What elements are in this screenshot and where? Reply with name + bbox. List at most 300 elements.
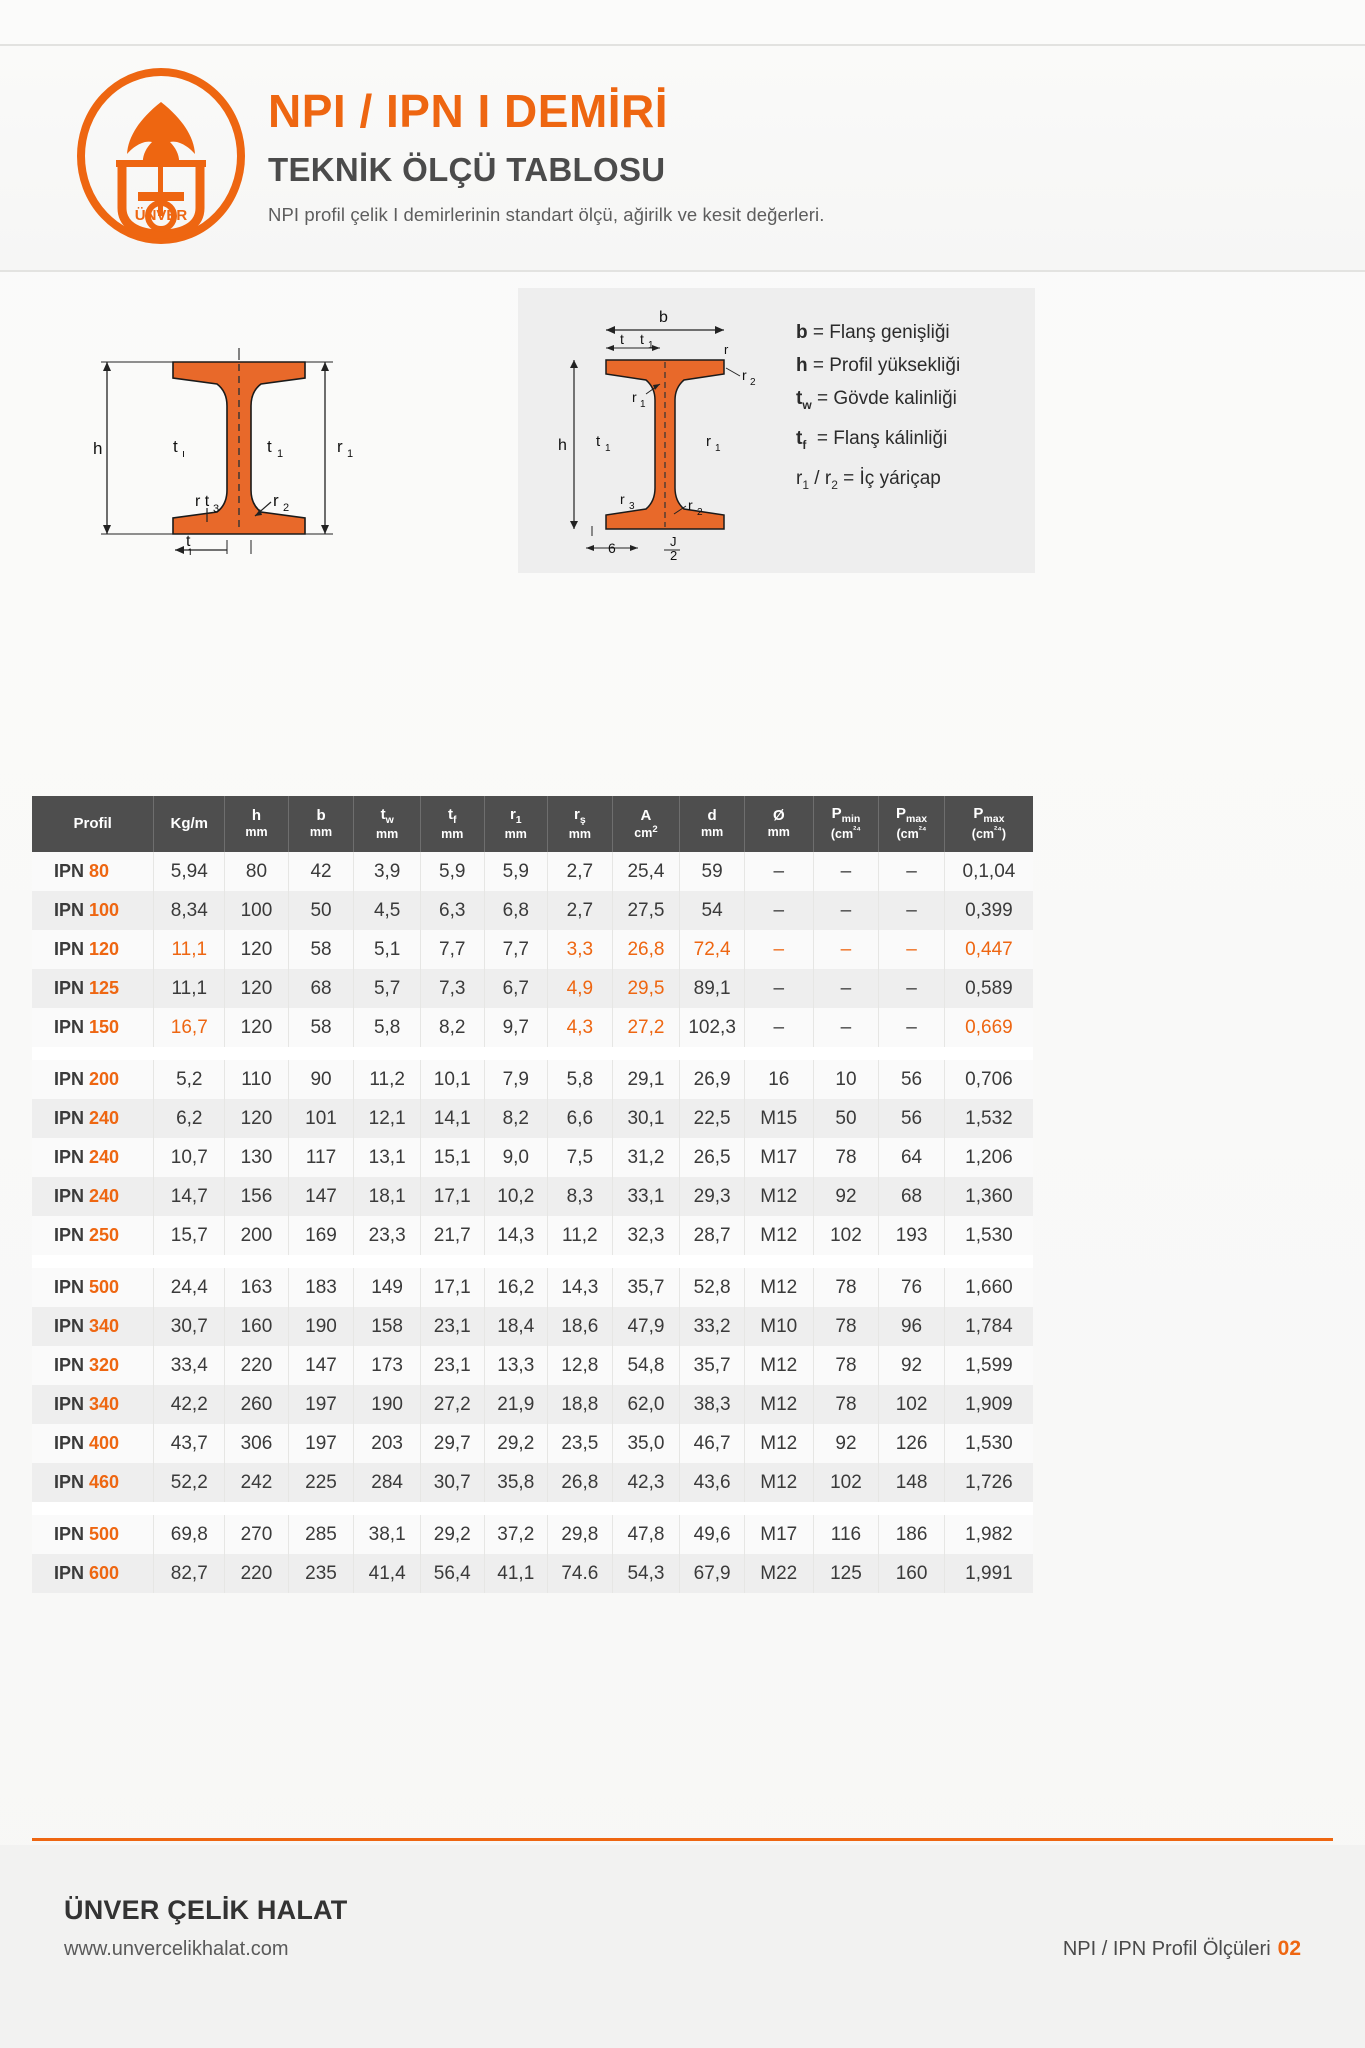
cell-tf: 6,3 [420,891,484,930]
svg-text:r: r [273,491,279,510]
page-header [0,46,1365,272]
cell-: M15 [744,1099,813,1138]
cell-b: 90 [288,1060,354,1099]
legend-item-tw: $t_w$ = Gövde kalinliği [796,388,957,412]
svg-text:3: 3 [629,501,635,512]
cell-tf: 15,1 [420,1138,484,1177]
svg-text:6: 6 [608,540,616,556]
cell-pmax: 1,982 [965,1523,1013,1545]
cell-a: 25,4 [612,852,680,891]
profile-diagram-right [528,298,788,563]
cell-tw: 18,1 [354,1177,421,1216]
cell-tf: 27,2 [420,1385,484,1424]
cell-tw: 5,1 [354,930,421,969]
cell-d: 28,7 [680,1216,745,1255]
svg-text:h: h [93,439,103,458]
cell-d: 26,5 [680,1138,745,1177]
cell-a: 62,0 [612,1385,680,1424]
cell-tf: 29,2 [420,1515,484,1554]
cell-h: 156 [225,1177,289,1216]
profile-diagram-panel [518,288,1035,573]
cell-kgm: 82,7 [154,1554,225,1593]
svg-text:1: 1 [187,547,194,555]
table-group-separator [32,1502,1033,1515]
cell-tf: 23,1 [420,1307,484,1346]
cell-d: 26,9 [680,1060,745,1099]
cell-r: 26,8 [548,1463,613,1502]
svg-text:1: 1 [715,443,721,454]
cell-r1: 9,7 [484,1008,548,1047]
cell-b: 225 [288,1463,354,1502]
svg-text:1: 1 [648,340,654,351]
cell-r: 18,8 [548,1385,613,1424]
cell-: – [744,891,813,930]
cell-b: 285 [288,1515,354,1554]
cell-pmin: 92 [813,1424,879,1463]
cell-: M12 [744,1268,813,1307]
table-row [32,1346,1033,1385]
cell-profil: IPN 80 [32,852,154,891]
cell-d: 52,8 [680,1268,745,1307]
cell-tf: 14,1 [420,1099,484,1138]
svg-text:r: r [706,433,711,450]
cell-kgm: 15,7 [154,1216,225,1255]
cell-: – [744,930,813,969]
footer-brand: ÜNVER ÇELİK HALAT [64,1895,348,1925]
cell-pmax: 1,206 [965,1146,1013,1168]
cell-pmin: 78 [813,1268,879,1307]
cell-kgm: 43,7 [154,1424,225,1463]
svg-text:r: r [632,389,637,405]
table-row [32,852,1033,891]
footer-website[interactable]: www.unvercelikhalat.com [64,1938,289,1960]
col-h: h mm [225,796,289,852]
cell-pmax: – [879,852,945,891]
cell-pmin: – [813,930,879,969]
cell-profil: IPN 340 [32,1385,154,1424]
table-group-separator [32,1047,1033,1060]
table-row [32,1515,1033,1554]
svg-text:J: J [670,534,677,549]
cell-pmin: – [813,852,879,891]
table-row [32,1138,1033,1177]
cell-kgm: 6,2 [154,1099,225,1138]
cell-pmax: 1,532 [965,1107,1013,1129]
cell-pmin: 78 [813,1307,879,1346]
col-r1: $r_1$ mm [484,796,548,852]
cell-tw: 203 [354,1424,421,1463]
page-title: NPI / IPN I DEMİRİ [268,85,669,137]
svg-text:r: r [620,491,625,507]
col-tw: $t_w$ mm [354,796,421,852]
cell-r: 14,3 [548,1268,613,1307]
cell-profil: IPN 150 [32,1008,154,1047]
col-pmax-2: $P_{max}$ $(cm^{^{24}})$ [944,796,1033,852]
svg-text:t: t [173,437,178,456]
svg-text:2: 2 [283,502,290,514]
cell-kgm: 5,2 [154,1060,225,1099]
cell-b: 42 [288,852,354,891]
legend-item-radius: $r_1 / r_2$ = İç yáriçap [796,467,941,492]
svg-text:r: r [688,497,693,513]
cell-a: 26,8 [612,930,680,969]
cell-pmin: 78 [813,1385,879,1424]
svg-text:t: t [186,533,191,550]
cell-kgm: 11,1 [154,969,225,1008]
cell-kgm: 16,7 [154,1008,225,1047]
profile-diagram-left [55,340,485,555]
cell-pmin: – [813,891,879,930]
cell-pmax: – [879,891,945,930]
svg-text:ı: ı [182,448,186,460]
cell-r: 29,8 [548,1515,613,1554]
cell-r1: 14,3 [484,1216,548,1255]
cell-b: 190 [288,1307,354,1346]
cell-tw: 190 [354,1385,421,1424]
table-row [32,1424,1033,1463]
cell-pmin: 116 [813,1515,879,1554]
cell-r1: 7,7 [484,930,548,969]
cell-h: 200 [225,1216,289,1255]
cell-: – [744,969,813,1008]
col-tf: $t_f$ mm [420,796,484,852]
cell-a: 47,9 [612,1307,680,1346]
cell-r1: 5,9 [484,852,548,891]
cell-kgm: 5,94 [154,852,225,891]
cell-r: 74.6 [548,1554,613,1593]
cell-tw: 23,3 [354,1216,421,1255]
cell-b: 197 [288,1424,354,1463]
cell-tf: 21,7 [420,1216,484,1255]
footer-doc-label: NPI / IPN Profil Ölçüleri [1062,1938,1271,1960]
cell-r: 23,5 [548,1424,613,1463]
cell-pmax: 76 [879,1268,945,1307]
page-description: NPI profil çelik I demirlerinin standart ölçü, ağirilk ve kesit değerleri. [268,204,825,225]
cell-a: 27,2 [612,1008,680,1047]
cell-pmin: 102 [813,1463,879,1502]
cell-a: 47,8 [612,1515,680,1554]
cell-r1: 7,9 [484,1060,548,1099]
cell-a: 31,2 [612,1138,680,1177]
cell-b: 50 [288,891,354,930]
svg-text:r: r [724,342,729,357]
cell-r1: 9,0 [484,1138,548,1177]
table-row [32,1099,1033,1138]
cell-pmax: 1,726 [965,1471,1013,1493]
cell-pmax: 1,530 [965,1432,1013,1454]
cell-: M17 [744,1515,813,1554]
cell-b: 68 [288,969,354,1008]
svg-text:r: r [337,437,343,456]
svg-text:r t: r t [195,493,210,510]
cell-profil: IPN 400 [32,1424,154,1463]
cell-kgm: 69,8 [154,1515,225,1554]
cell-d: 43,6 [680,1463,745,1502]
cell-tw: 173 [354,1346,421,1385]
cell-pmax: 1,784 [965,1315,1013,1337]
svg-text:1: 1 [277,448,284,460]
cell-pmax: – [879,1008,945,1047]
svg-text:t: t [596,433,601,450]
cell-pmax: 1,660 [965,1276,1013,1298]
cell-pmin: 10 [813,1060,879,1099]
specification-table [32,796,1033,1593]
cell-tw: 5,8 [354,1008,421,1047]
cell-tw: 11,2 [354,1060,421,1099]
col-profil: Profil [32,796,154,852]
cell-tf: 56,4 [420,1554,484,1593]
cell-profil: IPN 240 [32,1138,154,1177]
cell-d: 46,7 [680,1424,745,1463]
svg-text:h: h [558,437,567,454]
cell-h: 110 [225,1060,289,1099]
cell-pmax: 148 [879,1463,945,1502]
cell-profil: IPN 250 [32,1216,154,1255]
col-pmin: $P_{min}$ ($cm^{^{24}}$ [813,796,879,852]
cell-tw: 4,5 [354,891,421,930]
cell-pmax: 1,530 [965,1224,1013,1246]
table-row [32,1307,1033,1346]
cell-pmax: 64 [879,1138,945,1177]
cell-r1: 13,3 [484,1346,548,1385]
cell-r: 5,8 [548,1060,613,1099]
cell-pmax: 0,399 [965,899,1013,921]
cell-d: 67,9 [680,1554,745,1593]
cell-profil: IPN 120 [32,930,154,969]
table-row [32,1060,1033,1099]
cell-kgm: 52,2 [154,1463,225,1502]
cell-r: 2,7 [548,891,613,930]
cell-a: 32,3 [612,1216,680,1255]
cell-a: 33,1 [612,1177,680,1216]
cell-kgm: 33,4 [154,1346,225,1385]
svg-text:t: t [267,437,272,456]
cell-profil: IPN 200 [32,1060,154,1099]
col-rs: $r_ş$ mm [548,796,613,852]
cell-r1: 6,8 [484,891,548,930]
cell-pmax: 102 [879,1385,945,1424]
cell-pmax: – [879,969,945,1008]
cell-tf: 8,2 [420,1008,484,1047]
cell-b: 117 [288,1138,354,1177]
table-row [32,1177,1033,1216]
cell-tf: 17,1 [420,1177,484,1216]
cell-h: 120 [225,969,289,1008]
cell-: M12 [744,1424,813,1463]
cell-r1: 18,4 [484,1307,548,1346]
col-pmax-1: $P_{max}$ ($cm^{^{24}}$ [879,796,945,852]
cell-profil: IPN 500 [32,1515,154,1554]
cell-tw: 38,1 [354,1515,421,1554]
cell-tw: 3,9 [354,852,421,891]
legend-item-tf: $t_f$ = Flanş kálinliği [796,427,948,452]
cell-r1: 37,2 [484,1515,548,1554]
cell-kgm: 10,7 [154,1138,225,1177]
cell-d: 89,1 [680,969,745,1008]
cell-r1: 21,9 [484,1385,548,1424]
table-row [32,930,1033,969]
cell-d: 72,4 [680,930,745,969]
cell-b: 58 [288,1008,354,1047]
col-b: b mm [288,796,354,852]
cell-kgm: 42,2 [154,1385,225,1424]
col-kgm: Kg/m [154,796,225,852]
cell-tf: 5,9 [420,852,484,891]
cell-r: 3,3 [548,930,613,969]
cell-pmax: 92 [879,1346,945,1385]
cell-profil: IPN 340 [32,1307,154,1346]
cell-profil: IPN 600 [32,1554,154,1593]
table-row [32,969,1033,1008]
cell-h: 220 [225,1554,289,1593]
cell-tw: 158 [354,1307,421,1346]
cell-h: 120 [225,930,289,969]
cell-r1: 6,7 [484,969,548,1008]
cell-kgm: 8,34 [154,891,225,930]
svg-text:2: 2 [697,507,703,518]
table-row [32,1268,1033,1307]
cell-b: 147 [288,1177,354,1216]
cell-a: 54,3 [612,1554,680,1593]
cell-pmax: 68 [879,1177,945,1216]
cell-tw: 12,1 [354,1099,421,1138]
cell-tf: 29,7 [420,1424,484,1463]
cell-b: 147 [288,1346,354,1385]
cell-pmin: 78 [813,1346,879,1385]
footer-page-number: 02 [1277,1937,1301,1960]
cell-pmin: 50 [813,1099,879,1138]
svg-text:1: 1 [347,448,354,460]
cell-a: 29,5 [612,969,680,1008]
diagram-section [0,278,1365,578]
cell-r: 12,8 [548,1346,613,1385]
cell-pmax: 1,599 [965,1354,1013,1376]
cell-: M12 [744,1346,813,1385]
cell-a: 29,1 [612,1060,680,1099]
cell-: M12 [744,1463,813,1502]
table-header-row [32,796,1033,852]
svg-text:3: 3 [213,503,220,515]
table-row [32,1554,1033,1593]
cell-d: 35,7 [680,1346,745,1385]
cell-a: 35,7 [612,1268,680,1307]
cell-pmax: 1,360 [965,1185,1013,1207]
cell-tf: 7,7 [420,930,484,969]
svg-text:2: 2 [670,548,678,563]
cell-d: 38,3 [680,1385,745,1424]
cell-pmax: 193 [879,1216,945,1255]
cell-profil: IPN 240 [32,1099,154,1138]
cell-: M22 [744,1554,813,1593]
table-row [32,1008,1033,1047]
cell-: – [744,852,813,891]
cell-b: 197 [288,1385,354,1424]
cell-h: 120 [225,1008,289,1047]
cell-r: 8,3 [548,1177,613,1216]
cell-profil: IPN 500 [32,1268,154,1307]
cell-pmax: 0,447 [965,938,1013,960]
table-group-separator [32,1255,1033,1268]
cell-r: 4,3 [548,1008,613,1047]
cell-h: 80 [225,852,289,891]
svg-text:t: t [620,331,624,347]
cell-r: 2,7 [548,852,613,891]
cell-r1: 29,2 [484,1424,548,1463]
page-subtitle: TEKNİK ÖLÇÜ TABLOSU [268,151,666,188]
legend-item-b: b = Flanş genişliği [796,322,950,343]
cell-b: 58 [288,930,354,969]
cell-kgm: 30,7 [154,1307,225,1346]
svg-text:1: 1 [640,399,646,410]
table-row [32,1216,1033,1255]
diagram-legend [796,316,960,501]
cell-r1: 10,2 [484,1177,548,1216]
cell-h: 270 [225,1515,289,1554]
cell-pmax: 56 [879,1099,945,1138]
cell-profil: IPN 100 [32,891,154,930]
svg-text:r: r [742,367,747,383]
page-footer [0,1845,1365,2048]
cell-a: 30,1 [612,1099,680,1138]
cell-r: 4,9 [548,969,613,1008]
cell-d: 33,2 [680,1307,745,1346]
cell-r: 6,6 [548,1099,613,1138]
cell-a: 35,0 [612,1424,680,1463]
col-d: d mm [680,796,745,852]
cell-r1: 16,2 [484,1268,548,1307]
cell-h: 130 [225,1138,289,1177]
cell-r: 18,6 [548,1307,613,1346]
cell-tw: 41,4 [354,1554,421,1593]
cell-b: 183 [288,1268,354,1307]
col-a: A $cm^2$ [612,796,680,852]
cell-pmax: 0,1,04 [962,860,1016,882]
cell-profil: IPN 460 [32,1463,154,1502]
cell-pmax: 186 [879,1515,945,1554]
cell-r1: 35,8 [484,1463,548,1502]
logo-text: ÜNVER [134,207,188,224]
cell-h: 306 [225,1424,289,1463]
cell-h: 163 [225,1268,289,1307]
cell-h: 242 [225,1463,289,1502]
svg-text:1: 1 [605,443,611,454]
cell-: 16 [744,1060,813,1099]
cell-pmax: 0,706 [965,1068,1013,1090]
cell-tf: 10,1 [420,1060,484,1099]
cell-h: 220 [225,1346,289,1385]
cell-b: 101 [288,1099,354,1138]
cell-: M10 [744,1307,813,1346]
cell-h: 100 [225,891,289,930]
cell-pmax: 1,909 [965,1393,1013,1415]
cell-pmax: 0,669 [965,1016,1013,1038]
table-row [32,1385,1033,1424]
cell-a: 54,8 [612,1346,680,1385]
cell-r1: 8,2 [484,1099,548,1138]
cell-h: 160 [225,1307,289,1346]
footer-doc-info [1063,1937,1301,1961]
cell-tf: 7,3 [420,969,484,1008]
cell-a: 27,5 [612,891,680,930]
cell-d: 59 [680,852,745,891]
cell-pmax: 0,589 [965,977,1013,999]
cell-tw: 284 [354,1463,421,1502]
cell-kgm: 14,7 [154,1177,225,1216]
cell-a: 42,3 [612,1463,680,1502]
cell-profil: IPN 125 [32,969,154,1008]
cell-pmin: – [813,969,879,1008]
table-row [32,891,1033,930]
